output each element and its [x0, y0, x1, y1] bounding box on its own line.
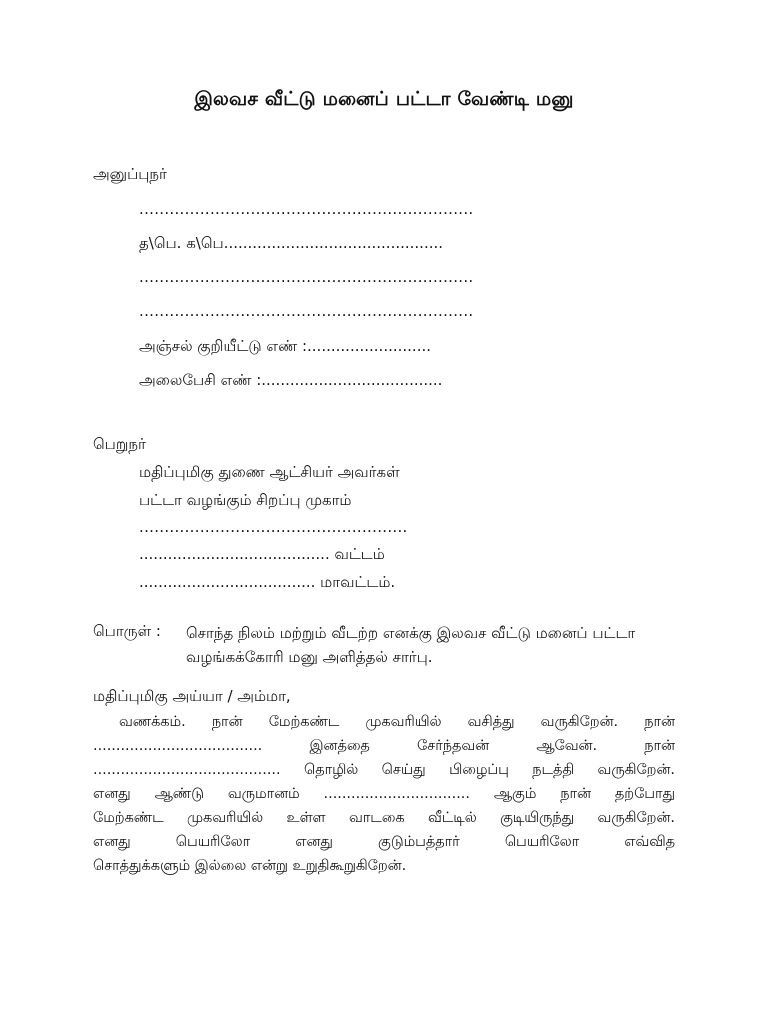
sender-parent-line: த\பெ. க\பெ..............................................: [139, 234, 444, 252]
body-line-6: எனது பெயரிலோ எனது குடும்பத்தார் பெயரிலோ எவ்வித: [93, 834, 675, 850]
body-line-5: மேற்கண்ட முகவரியில் உள்ள வாடகை வீட்டில் குடியிருந்து வருகிறேன்.: [93, 810, 675, 826]
body-line-1: வணக்கம். நான் மேற்கண்ட முகவரியில் வசித்து வருகிறேன். நான்: [119, 714, 675, 730]
sender-address-line-2: ..................................................................: [139, 302, 474, 320]
body-line-3: ......................................... தொழில் செய்து பிழைப்பு நடத்தி வருகிறேன்.: [93, 762, 675, 778]
document-title: இலவச வீட்டு மனைப் பட்டா வேண்டி மனு: [194, 88, 574, 110]
sender-pincode-line: அஞ்சல் குறியீட்டு எண் :..........................: [139, 337, 431, 355]
recipient-line-2: பட்டா வழங்கும் சிறப்பு முகாம்: [139, 491, 352, 509]
recipient-district-line: ..................................... மாவட்டம்.: [139, 573, 396, 591]
recipient-line-3: .....................................................: [139, 518, 408, 536]
recipient-heading: பெறுநர்: [93, 435, 146, 453]
recipient-taluk-line: ........................................ வட்டம்: [139, 545, 385, 563]
sender-phone-line: அலைபேசி எண் :......................................: [139, 371, 443, 389]
sender-heading: அனுப்புநர்: [93, 165, 167, 183]
sender-name-line: ..................................................................: [139, 200, 474, 218]
recipient-line-1: மதிப்புமிகு துணை ஆட்சியர் அவர்கள்: [139, 463, 400, 481]
body-line-2: ..................................... இனத்தை சேர்ந்தவன் ஆவேன். நான்: [93, 738, 675, 754]
sender-address-line-1: ..................................................................: [139, 268, 474, 286]
body-line-4: எனது ஆண்டு வருமானம் ................................ ஆகும் நான் தற்போது: [93, 786, 675, 802]
body-line-7: சொத்துக்களும் இல்லை என்று உறுதிகூறுகிறேன்.: [93, 858, 407, 874]
body-paragraph: [93, 710, 675, 878]
salutation: மதிப்புமிகு அய்யா / அம்மா,: [93, 687, 291, 705]
subject-text: சொந்த நிலம் மற்றும் வீடற்ற எனக்கு இலவச வீட்டு மனைப் பட்டா வழங்கக்கோரி மனு அளித்தல் சார்பு.: [186, 624, 636, 666]
subject-label: பொருள் :: [93, 622, 161, 640]
